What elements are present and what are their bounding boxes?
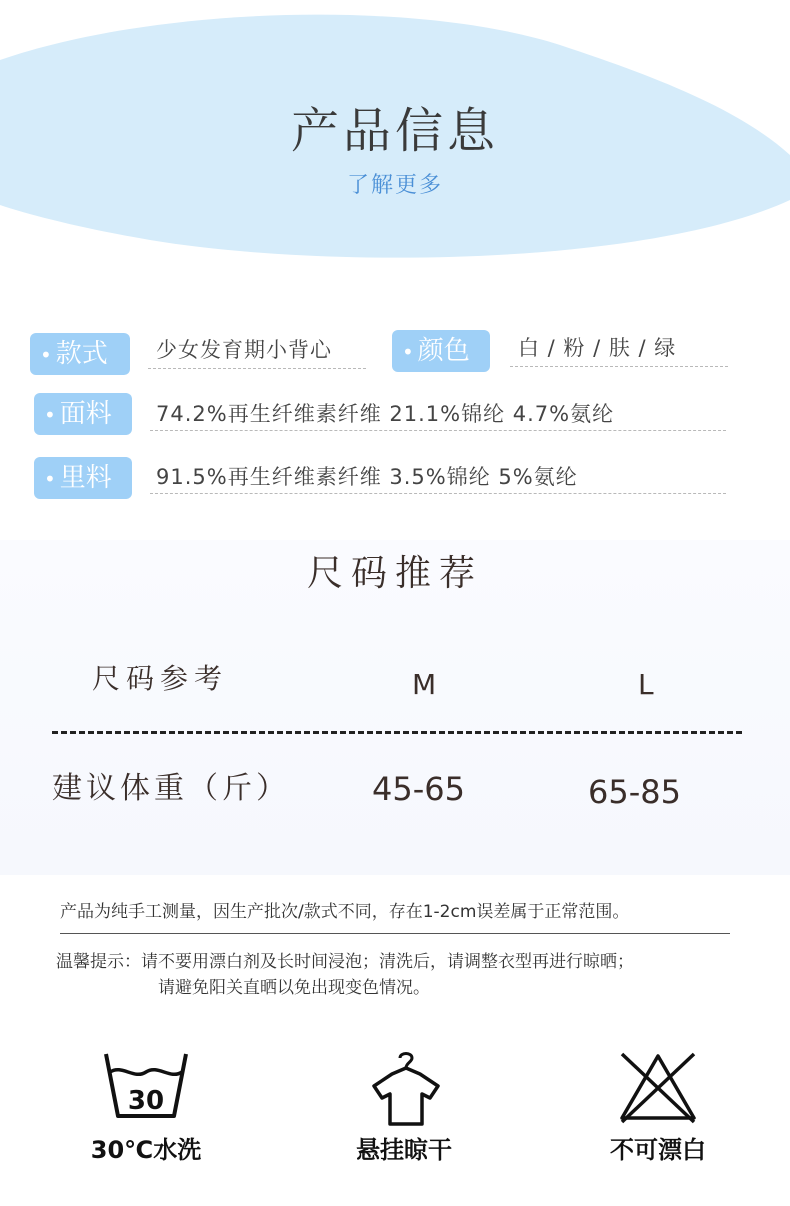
divider <box>148 368 366 369</box>
page-subtitle: 了解更多 <box>346 173 443 198</box>
size-title: 尺码推荐 <box>306 553 483 594</box>
wash-label: 30℃水洗 <box>90 1136 202 1164</box>
divider <box>510 366 728 367</box>
weight-m: 45-65 <box>372 770 465 808</box>
wash-temp: 30 <box>127 1086 165 1116</box>
lining-tag <box>34 457 132 499</box>
bullet-icon: • <box>44 403 56 427</box>
lining-value: 91.5%再生纤维素纤维 3.5%锦纶 5%氨纶 <box>156 465 578 489</box>
hang-label: 悬挂晾干 <box>356 1136 452 1164</box>
weight-l: 65-85 <box>588 773 681 811</box>
bullet-icon: • <box>44 467 56 491</box>
style-label: 款式 <box>55 339 108 369</box>
wash-30-icon <box>100 1050 192 1124</box>
fabric-tag <box>34 393 132 435</box>
measurement-note: 产品为纯手工测量，因生产批次/款式不同，存在1-2cm误差属于正常范围。 <box>60 902 630 922</box>
page-title: 产品信息 <box>290 103 499 159</box>
divider <box>150 493 726 494</box>
size-divider <box>52 731 742 734</box>
fabric-label: 面料 <box>59 399 112 429</box>
size-m: M <box>412 668 437 701</box>
fabric-value: 74.2%再生纤维素纤维 21.1%锦纶 4.7%氨纶 <box>156 402 615 426</box>
note-divider <box>60 933 730 934</box>
bullet-icon: • <box>40 343 52 367</box>
size-l: L <box>638 668 654 701</box>
care-tips <box>56 949 634 1001</box>
color-label: 颜色 <box>417 336 470 366</box>
style-value: 少女发育期小背心 <box>156 338 332 362</box>
care-tip-line-2: 请避免阳关直晒以免出现变色情况。 <box>158 978 430 998</box>
divider <box>150 430 726 431</box>
color-tag <box>392 330 490 372</box>
color-value: 白 / 粉 / 肤 / 绿 <box>518 336 677 360</box>
no-bleach-icon <box>618 1052 698 1124</box>
hang-dry-icon <box>366 1052 446 1128</box>
lining-label: 里料 <box>59 463 112 493</box>
care-tip-line-1: 温馨提示：请不要用漂白剂及长时间浸泡；清洗后，请调整衣型再进行晾晒； <box>56 952 634 972</box>
bleach-label: 不可漂白 <box>610 1136 706 1164</box>
bullet-icon: • <box>402 340 414 364</box>
style-tag <box>30 333 130 375</box>
size-reference-label: 尺码参考 <box>92 662 229 695</box>
weight-label: 建议体重（斤） <box>52 771 290 806</box>
